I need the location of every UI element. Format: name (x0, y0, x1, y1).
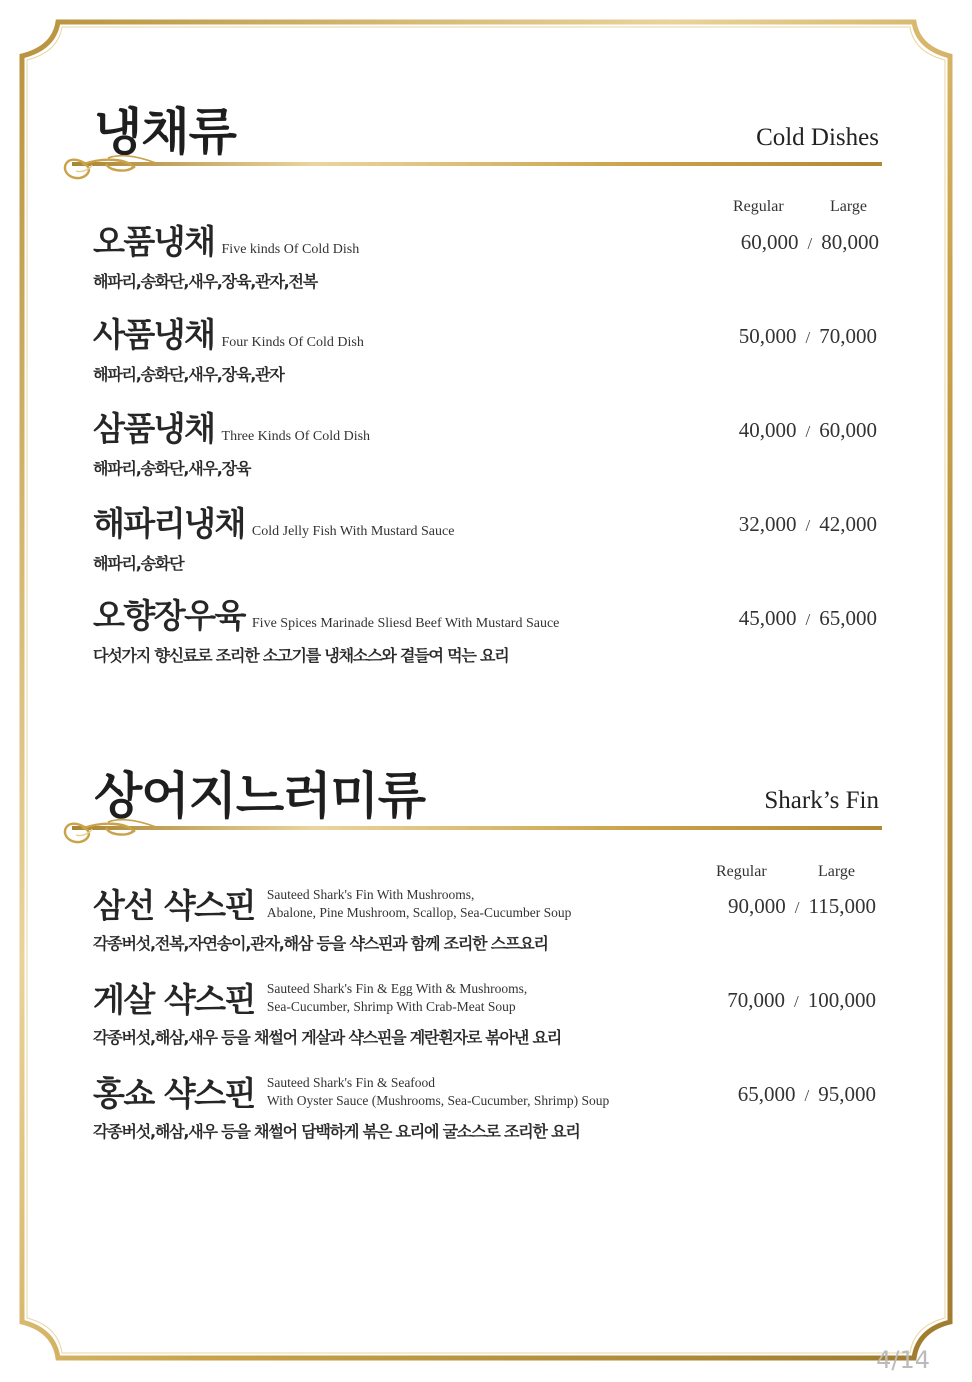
menu-item (93, 216, 359, 292)
price-regular: 40,000 (738, 418, 797, 442)
item-name-ko: 오향장우육 (93, 596, 245, 635)
item-name-en (267, 1074, 609, 1110)
section-subtitle-sharks-fin: Shark’s Fin (764, 787, 879, 814)
item-name-ko: 오품냉채 (93, 222, 215, 261)
menu-item (93, 590, 559, 666)
section-title-cold-dishes: 냉채류 (94, 103, 236, 161)
price-separator: / (805, 610, 811, 629)
page-indicator: 4/14 (876, 1346, 930, 1374)
price-regular: 90,000 (728, 894, 786, 918)
price-large: 95,000 (818, 1082, 876, 1106)
price-separator: / (805, 516, 811, 535)
item-name-en-line1: Sauteed Shark's Fin & Seafood (266, 1074, 436, 1090)
item-name-en: Four Kinds Of Cold Dish (221, 335, 364, 350)
gold-divider-ornament (56, 145, 886, 185)
item-name-en-line2: With Oyster Sauce (Mushrooms, Sea-Cucumber, Shrimp) Soup (266, 1092, 610, 1108)
price-separator: / (805, 422, 811, 441)
section-subtitle-cold-dishes: Cold Dishes (756, 124, 879, 151)
price-separator: / (807, 234, 813, 253)
section-title-sharks-fin: 상어지느러미류 (94, 767, 426, 825)
item-name-ko: 삼선 샥스핀 (93, 886, 255, 925)
item-name-en-line2: Abalone, Pine Mushroom, Scallop, Sea-Cucumber Soup (266, 904, 572, 920)
item-name-en-line1: Sauteed Shark's Fin & Egg With & Mushrooms, (266, 980, 528, 996)
item-price (739, 418, 877, 443)
menu-item (93, 403, 370, 479)
item-name-en: Five kinds Of Cold Dish (221, 242, 360, 257)
price-regular: 45,000 (738, 606, 797, 630)
price-regular: 32,000 (738, 512, 797, 536)
item-description: 해파리,송화단,새우,장육 (93, 459, 251, 478)
item-name-ko: 삼품냉채 (93, 409, 215, 448)
menu-item (93, 1068, 609, 1142)
price-large: 100,000 (807, 988, 876, 1012)
item-description: 해파리,송화단,새우,장육,관자 (93, 365, 284, 384)
item-price (728, 894, 876, 919)
price-large: 60,000 (819, 418, 877, 442)
price-regular: 50,000 (738, 324, 797, 348)
price-regular: 65,000 (737, 1082, 796, 1106)
item-description: 각종버섯,전복,자연송이,관자,해삼 등을 샥스핀과 함께 조리한 스프요리 (93, 934, 548, 953)
item-price (739, 512, 877, 537)
price-separator: / (805, 328, 811, 347)
item-name-en (267, 980, 527, 1016)
item-description: 각종버섯,해삼,새우 등을 채썰어 담백하게 볶은 요리에 굴소스로 조리한 요리 (93, 1122, 580, 1141)
item-name-en: Five Spices Marinade Sliesd Beef With Mustard Sauce (251, 616, 560, 631)
item-name-ko: 게살 샥스핀 (93, 980, 255, 1019)
column-header-regular: Regular (716, 863, 767, 880)
item-description: 다섯가지 향신료로 조리한 소고기를 냉채소스와 곁들여 먹는 요리 (93, 646, 509, 665)
item-price (738, 1082, 876, 1107)
item-price (739, 606, 877, 631)
item-name-en (267, 886, 571, 922)
item-price (741, 230, 879, 255)
item-name-ko: 홍쇼 샥스핀 (93, 1074, 255, 1113)
menu-item (93, 309, 364, 385)
item-name-en-line1: Sauteed Shark's Fin With Mushrooms, (266, 886, 475, 902)
price-large: 70,000 (819, 324, 877, 348)
item-name-en: Three Kinds Of Cold Dish (221, 429, 371, 444)
menu-item (93, 974, 561, 1048)
price-large: 65,000 (819, 606, 877, 630)
column-header-regular: Regular (733, 198, 784, 215)
column-header-large: Large (830, 198, 868, 215)
item-name-en-line2: Sea-Cucumber, Shrimp With Crab-Meat Soup (266, 998, 516, 1014)
price-separator: / (794, 992, 799, 1011)
item-name-en: Cold Jelly Fish With Mustard Sauce (251, 524, 455, 539)
item-description: 각종버섯,해삼,새우 등을 채썰어 게살과 샥스핀을 계란흰자로 볶아낸 요리 (93, 1028, 562, 1047)
price-separator: / (794, 898, 800, 917)
gold-divider-ornament (56, 809, 886, 849)
price-large: 115,000 (808, 894, 876, 918)
price-regular: 60,000 (740, 230, 799, 254)
item-price (739, 324, 877, 349)
item-name-ko: 해파리냉채 (93, 504, 245, 543)
price-regular: 70,000 (727, 988, 786, 1012)
item-description: 해파리,송화단,새우,장육,관자,전복 (93, 272, 317, 291)
price-large: 42,000 (819, 512, 877, 536)
price-separator: / (804, 1086, 810, 1105)
item-price (727, 988, 876, 1013)
item-description: 해파리,송화단 (93, 554, 184, 573)
price-large: 80,000 (821, 230, 879, 254)
menu-item (93, 498, 454, 574)
column-header-large: Large (818, 863, 856, 880)
item-name-ko: 사품냉채 (93, 315, 215, 354)
menu-item (93, 880, 571, 954)
